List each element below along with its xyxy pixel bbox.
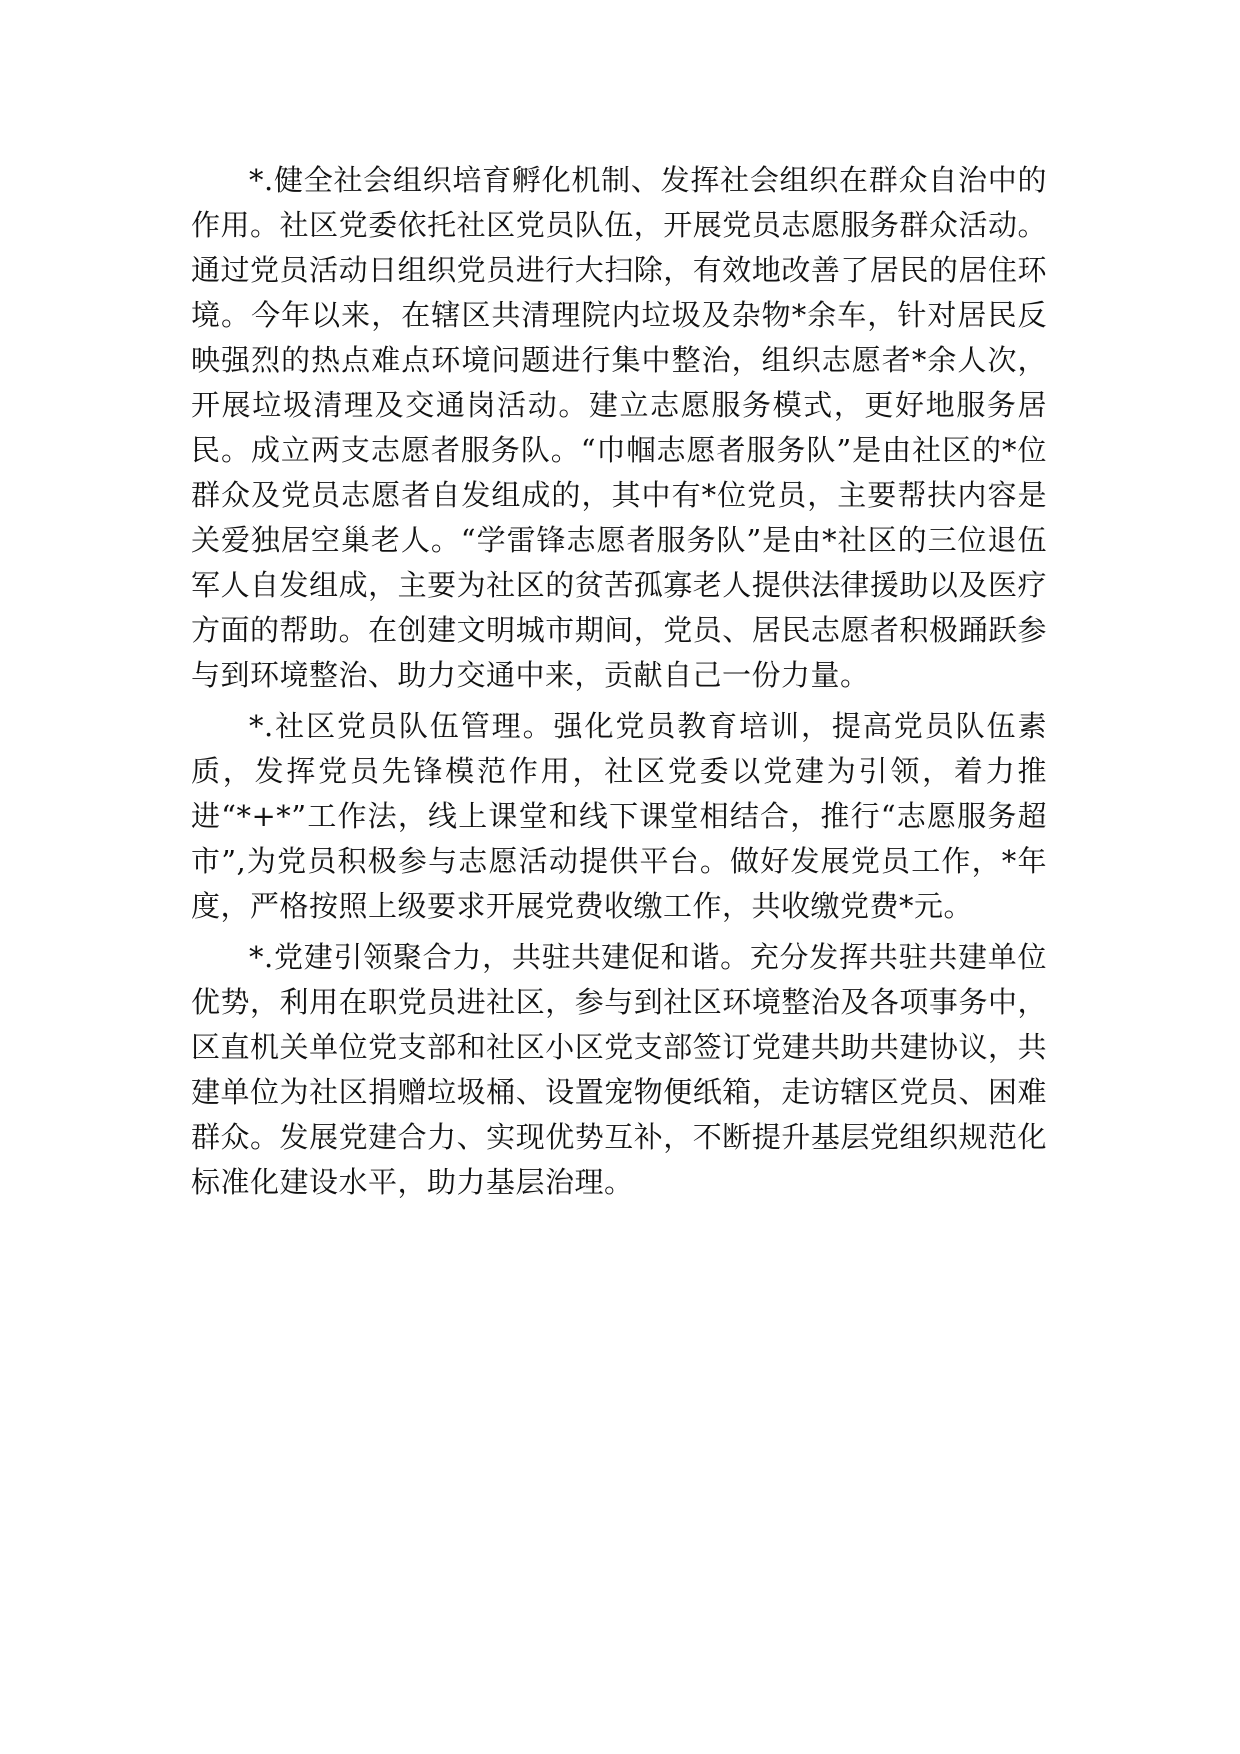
- paragraph-party-building-cooperation: *.党建引领聚合力，共驻共建促和谐。充分发挥共驻共建单位优势，利用在职党员进社区，参与到社区环境整治及各项事务中，区直机关单位党支部和社区小区党支部签订党建共助共建协议，共建单位为社区捐赠垃圾桶、设置宠物便纸箱，走访辖区党员、困难群众。发展党建合力、实现优势互补，不断提升基层党组织规范化标准化建设水平，助力基层治理。: [191, 940, 1047, 1199]
- document-body: [191, 158, 1047, 1205]
- paragraph-social-organization: *.健全社会组织培育孵化机制、发挥社会组织在群众自治中的作用。社区党委依托社区党员队伍，开展党员志愿服务群众活动。通过党员活动日组织党员进行大扫除，有效地改善了居民的居住环境。今年以来，在辖区共清理院内垃圾及杂物*余车，针对居民反映强烈的热点难点环境问题进行集中整治，组织志愿者*余人次，开展垃圾清理及交通岗活动。建立志愿服务模式，更好地服务居民。成立两支志愿者服务队。“巾帼志愿者服务队”是由社区的*位群众及党员志愿者自发组成的，其中有*位党员，主要帮扶内容是关爱独居空巢老人。“学雷锋志愿者服务队”是由*社区的三位退伍军人自发组成，主要为社区的贫苦孤寡老人提供法律援助以及医疗方面的帮助。在创建文明城市期间，党员、居民志愿者积极踊跃参与到环境整治、助力交通中来，贡献自己一份力量。: [191, 163, 1047, 692]
- paragraph-party-member-management: *.社区党员队伍管理。强化党员教育培训，提高党员队伍素质，发挥党员先锋模范作用，社区党委以党建为引领，着力推进“*+*”工作法，线上课堂和线下课堂相结合，推行“志愿服务超市”,为党员积极参与志愿活动提供平台。做好发展党员工作，*年度，严格按照上级要求开展党费收缴工作，共收缴党费*元。: [191, 709, 1047, 923]
